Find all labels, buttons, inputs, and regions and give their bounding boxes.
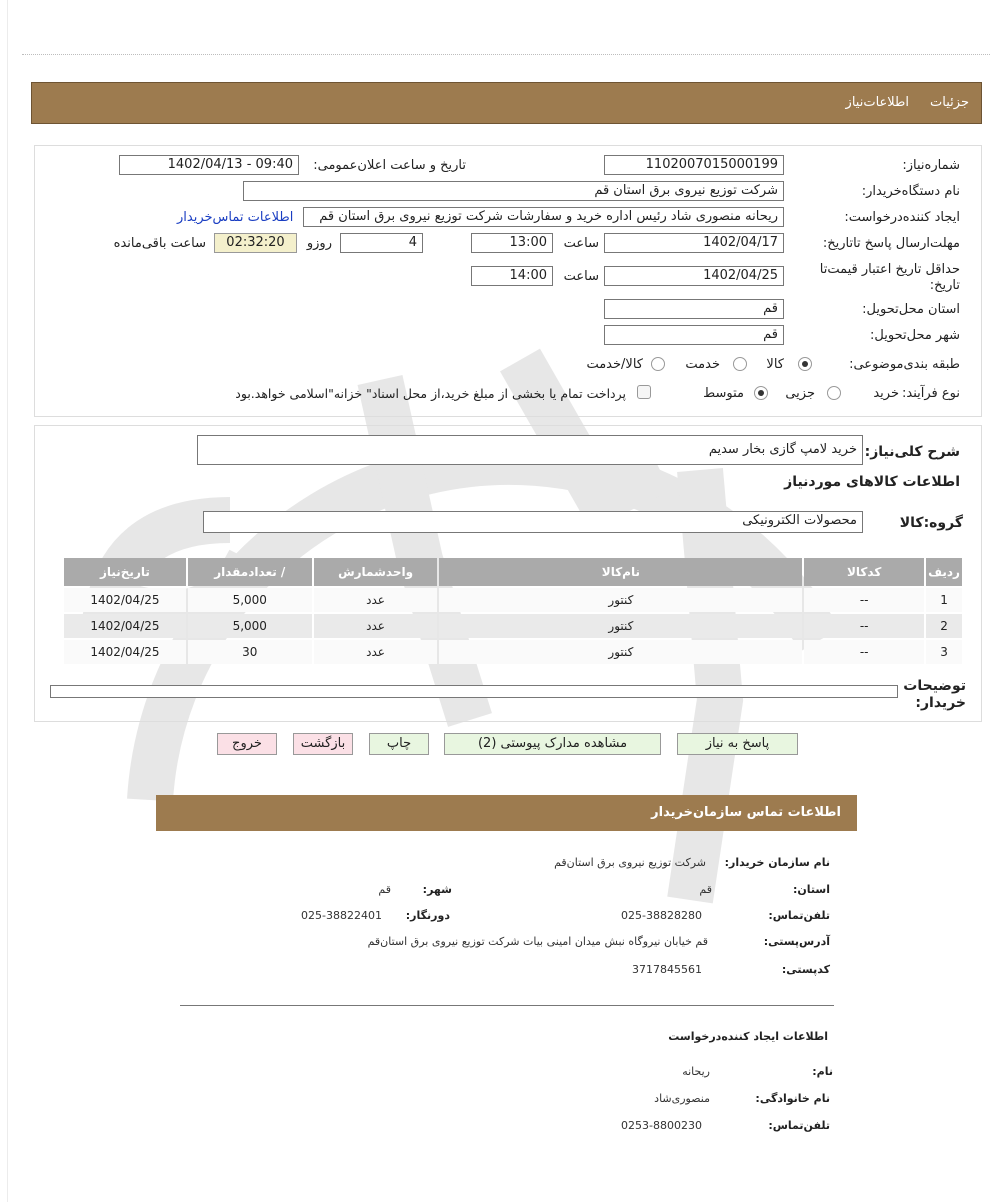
cell-unit: عدد xyxy=(314,614,438,638)
cell-unit: عدد xyxy=(314,640,438,664)
category-service-radio[interactable] xyxy=(733,357,747,371)
col-qty: / تعدادمقدار xyxy=(188,558,312,586)
creator-phone: 0253-8800230 xyxy=(621,1119,702,1132)
cell-name: کنتور xyxy=(439,614,802,638)
contact-title: اطلاعات تماس سازمان‌خریدار xyxy=(651,805,841,820)
group-field: محصولات الکترونیکی xyxy=(203,511,863,533)
cell-name: کنتور xyxy=(439,640,802,664)
back-button[interactable]: بازگشت xyxy=(293,733,353,755)
divider xyxy=(180,1005,834,1006)
category-both-radio[interactable] xyxy=(651,357,665,371)
process-medium-radio[interactable] xyxy=(754,386,768,400)
cell-date: 1402/04/25 xyxy=(64,640,186,664)
cell-code: -- xyxy=(804,640,924,664)
header-bar xyxy=(31,82,982,124)
creator-label: ایجاد کننده‌درخواست: xyxy=(844,210,960,225)
province-label: استان محل‌تحویل: xyxy=(862,302,960,317)
contact-org: شرکت توزیع نیروی برق استان‌قم xyxy=(554,856,706,869)
cell-row: 1 xyxy=(926,588,962,612)
buyer-notes-label: توضیحات خریدار: xyxy=(903,678,966,711)
cell-qty: 5,000 xyxy=(188,614,312,638)
validity-date-field: 1402/04/25 xyxy=(604,266,784,286)
contact-phone: 025-38828280 xyxy=(621,909,702,922)
creator-field: ریحانه منصوری شاد رئیس اداره خرید و سفارشات شرکت توزیع نیروی برق استان قم xyxy=(303,207,784,227)
contact-city: قم xyxy=(378,883,391,896)
city-label: شهر محل‌تحویل: xyxy=(870,328,960,343)
contact-province: قم xyxy=(699,883,712,896)
cell-code: -- xyxy=(804,614,924,638)
col-row: ردیف xyxy=(926,558,962,586)
contact-city-label: شهر: xyxy=(422,883,452,896)
validity-hour-field: 14:00 xyxy=(471,266,553,286)
need-number-field: 1102007015000199 xyxy=(604,155,784,175)
buyer-notes-field xyxy=(50,685,898,698)
days-label: روزو xyxy=(306,236,332,251)
process-medium-label: متوسط xyxy=(703,386,744,401)
deadline-date-field: 1402/04/17 xyxy=(604,233,784,253)
group-label: گروه:کالا xyxy=(899,515,963,531)
cell-date: 1402/04/25 xyxy=(64,588,186,612)
contact-address: قم خیابان نیروگاه نبش میدان امینی بیات شرکت توزیع نیروی برق استان‌قم xyxy=(367,935,708,948)
cell-name: کنتور xyxy=(439,588,802,612)
province-field: قم xyxy=(604,299,784,319)
category-goods-label: کالا xyxy=(766,357,784,372)
contact-address-label: آدرس‌پستی: xyxy=(763,935,830,948)
process-label: نوع فرآیند: xyxy=(902,386,960,401)
validity-label-2: تاریخ: xyxy=(929,278,960,293)
contact-province-label: استان: xyxy=(793,883,830,896)
deadline-hour-field: 13:00 xyxy=(471,233,553,253)
table-row xyxy=(64,640,962,664)
exit-button[interactable]: خروج xyxy=(217,733,277,755)
cell-qty: 5,000 xyxy=(188,588,312,612)
cell-qty: 30 xyxy=(188,640,312,664)
contact-fax: 025-38822401 xyxy=(301,909,382,922)
remaining-timer: 02:32:20 xyxy=(214,233,297,253)
category-goods-radio[interactable] xyxy=(798,357,812,371)
deadline-label: مهلت‌ارسال پاسخ تا‌تاریخ: xyxy=(822,236,960,251)
need-number-label: شماره‌نیاز: xyxy=(902,158,960,173)
description-label: شرح کلی‌نیاز: xyxy=(864,444,960,460)
contact-org-label: نام سازمان‌ خریدار: xyxy=(724,856,830,869)
buyer-org-field: شرکت توزیع نیروی برق استان قم xyxy=(243,181,784,201)
col-date: تاریخ‌نیاز xyxy=(64,558,186,586)
col-code: کدکالا xyxy=(804,558,924,586)
creator-family: منصوری‌شاد xyxy=(654,1092,710,1105)
table-row xyxy=(64,588,962,612)
validity-hour-label: ساعت xyxy=(563,269,599,284)
deadline-hour-label: ساعت xyxy=(563,236,599,251)
contact-phone-label: تلفن‌تماس: xyxy=(768,909,830,922)
items-table xyxy=(62,556,964,666)
buyer-org-label: نام دستگاه‌خریدار: xyxy=(861,184,960,199)
treasury-note: پرداخت تمام یا بخشی از مبلغ خرید،از محل اسناد" خزانه"اسلامی خواهد.بود xyxy=(235,386,626,401)
description-field: خرید لامپ گازی بخار سدیم xyxy=(197,435,863,465)
cell-date: 1402/04/25 xyxy=(64,614,186,638)
process-minor-radio[interactable] xyxy=(827,386,841,400)
process-type: خرید xyxy=(873,386,899,401)
category-label: طبقه بندی‌موضوعی: xyxy=(849,357,960,372)
category-both-label: کالا/خدمت xyxy=(586,357,643,372)
goods-title: اطلاعات کالاهای موردنیاز xyxy=(784,474,960,490)
days-field: 4 xyxy=(340,233,423,253)
cell-row: 3 xyxy=(926,640,962,664)
tab-need-info[interactable]: اطلاعات‌نیاز xyxy=(845,95,909,110)
remaining-label: ساعت باقی‌مانده xyxy=(113,236,206,251)
cell-unit: عدد xyxy=(314,588,438,612)
creator-section-title: اطلاعات ایجاد کننده‌درخواست xyxy=(668,1030,828,1043)
announce-label: تاریخ و ساعت اعلان‌عمومی: xyxy=(313,158,466,173)
contact-fax-label: دورنگار: xyxy=(405,909,450,922)
cell-row: 2 xyxy=(926,614,962,638)
attachments-button[interactable]: مشاهده مدارک پیوستی (2) xyxy=(444,733,661,755)
col-name: نام‌کالا xyxy=(439,558,802,586)
creator-name-label: نام: xyxy=(812,1065,833,1078)
treasury-checkbox[interactable] xyxy=(637,385,651,399)
cell-code: -- xyxy=(804,588,924,612)
city-field: قم xyxy=(604,325,784,345)
process-minor-label: جزیی xyxy=(785,386,815,401)
creator-name: ریحانه xyxy=(682,1065,710,1078)
tab-details[interactable]: جزئیات xyxy=(930,95,969,110)
print-button[interactable]: چاپ xyxy=(369,733,429,755)
contact-section-header xyxy=(156,795,857,831)
category-service-label: خدمت xyxy=(685,357,720,372)
table-row xyxy=(64,614,962,638)
col-unit: واحدشمارش xyxy=(314,558,438,586)
buyer-contact-link[interactable]: اطلاعات تماس‌خریدار xyxy=(177,210,294,225)
contact-postal-label: کد‌پستی: xyxy=(781,963,830,976)
contact-postal: 3717845561 xyxy=(632,963,702,976)
creator-phone-label: تلفن‌تماس: xyxy=(768,1119,830,1132)
announce-field: 1402/04/13 - 09:40 xyxy=(119,155,299,175)
respond-button[interactable]: پاسخ به نیاز xyxy=(677,733,798,755)
validity-label: حداقل تاریخ اعتبار قیمت‌تا xyxy=(819,262,960,277)
creator-family-label: نام خانوادگی: xyxy=(755,1092,830,1105)
